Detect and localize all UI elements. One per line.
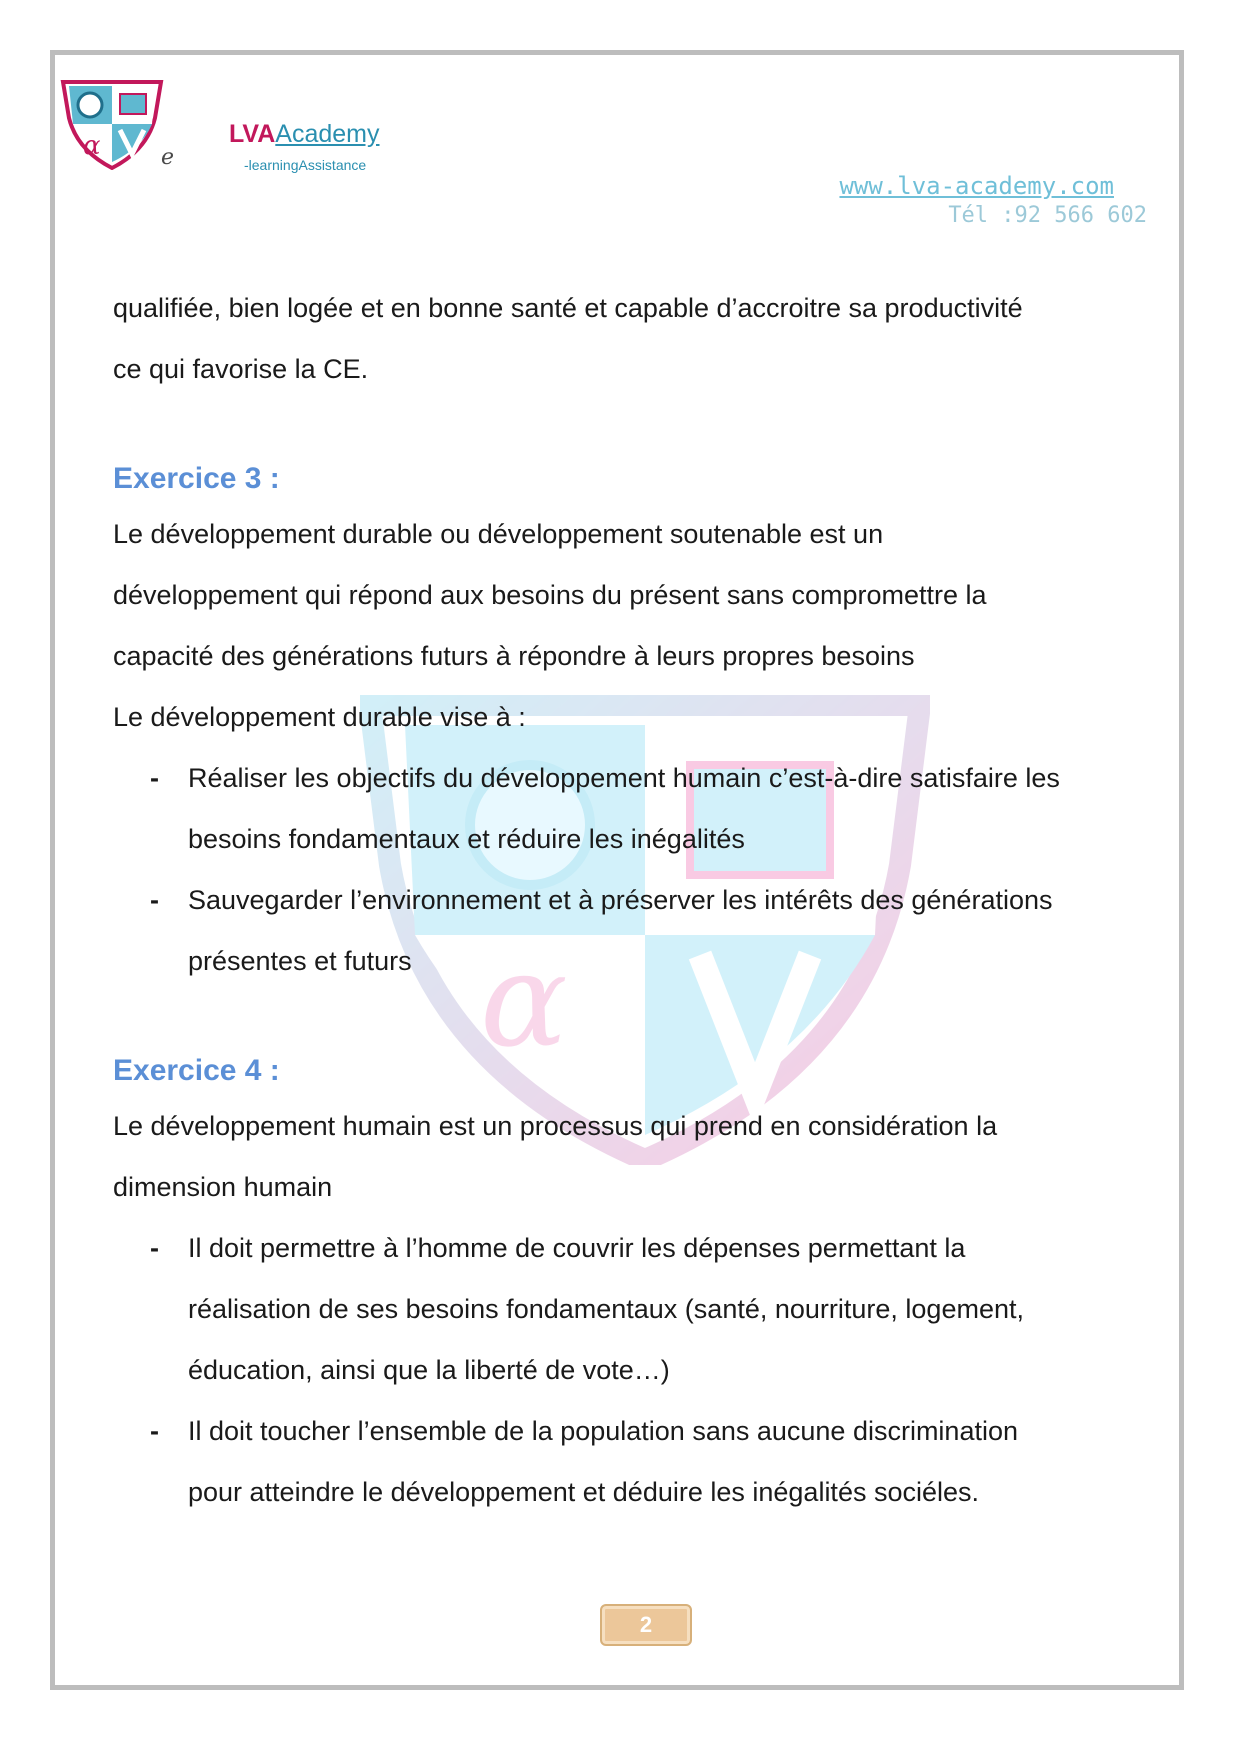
document-body [113,278,1173,1523]
list-item [113,1401,1173,1523]
brand-lva: LVA [229,120,276,148]
ex3-aim-line: Le développement durable vise à : [113,702,526,732]
list-item-line: pour atteindre le développement et déduire les inégalités sociéles. [188,1477,980,1507]
list-item-line: réalisation de ses besoins fondamentaux (santé, nourriture, logement, [188,1294,1024,1324]
lva-logo-icon [57,78,167,170]
brand-tagline: -learningAssistance [244,157,367,173]
list-item-line: présentes et futurs [188,946,412,976]
svg-text:α: α [83,131,101,161]
list-item [113,870,1173,992]
bullet-dash: - [150,1233,159,1263]
page-number: 2 [600,1604,692,1646]
intro-line: qualifiée, bien logée et en bonne santé et capable d’accroitre sa productivité [113,293,1023,323]
phone-number: Tél :92 566 602 [948,203,1147,228]
ex4-definition-line: dimension humain [113,1172,333,1202]
bullet-dash: - [150,885,159,915]
website-link[interactable]: www.lva-academy.com [839,172,1114,200]
intro-line: ce qui favorise la CE. [113,354,369,384]
list-item-line: besoins fondamentaux et réduire les inégalités [188,824,745,854]
list-item [113,748,1173,870]
exercise-3-heading: Exercice 3 : [113,462,280,495]
list-item-line: Réaliser les objectifs du développement humain c’est-à-dire satisfaire les [188,763,1060,793]
list-item [113,1218,1173,1401]
ex4-definition-line: Le développement humain est un processus qui prend en considération la [113,1111,998,1141]
bullet-dash: - [150,1416,159,1446]
logo-letter: e [161,145,175,170]
ex3-definition-line: développement qui répond aux besoins du présent sans compromettre la [113,580,987,610]
exercise-4-heading: Exercice 4 : [113,1054,280,1087]
bullet-dash: - [150,763,159,793]
ex3-definition-line: capacité des générations futurs à répondre à leurs propres besoins [113,641,915,671]
ex3-definition-line: Le développement durable ou développement soutenable est un [113,519,884,549]
list-item-line: Il doit permettre à l’homme de couvrir les dépenses permettant la [188,1233,966,1263]
svg-text:α: α [480,924,568,1076]
list-item-line: éducation, ainsi que la liberté de vote…) [188,1355,670,1385]
list-item-line: Il doit toucher l’ensemble de la population sans aucune discrimination [188,1416,1018,1446]
brand-academy: Academy [275,120,380,148]
list-item-line: Sauvegarder l’environnement et à préserver les intérêts des générations [188,885,1053,915]
brand-name [229,120,380,148]
